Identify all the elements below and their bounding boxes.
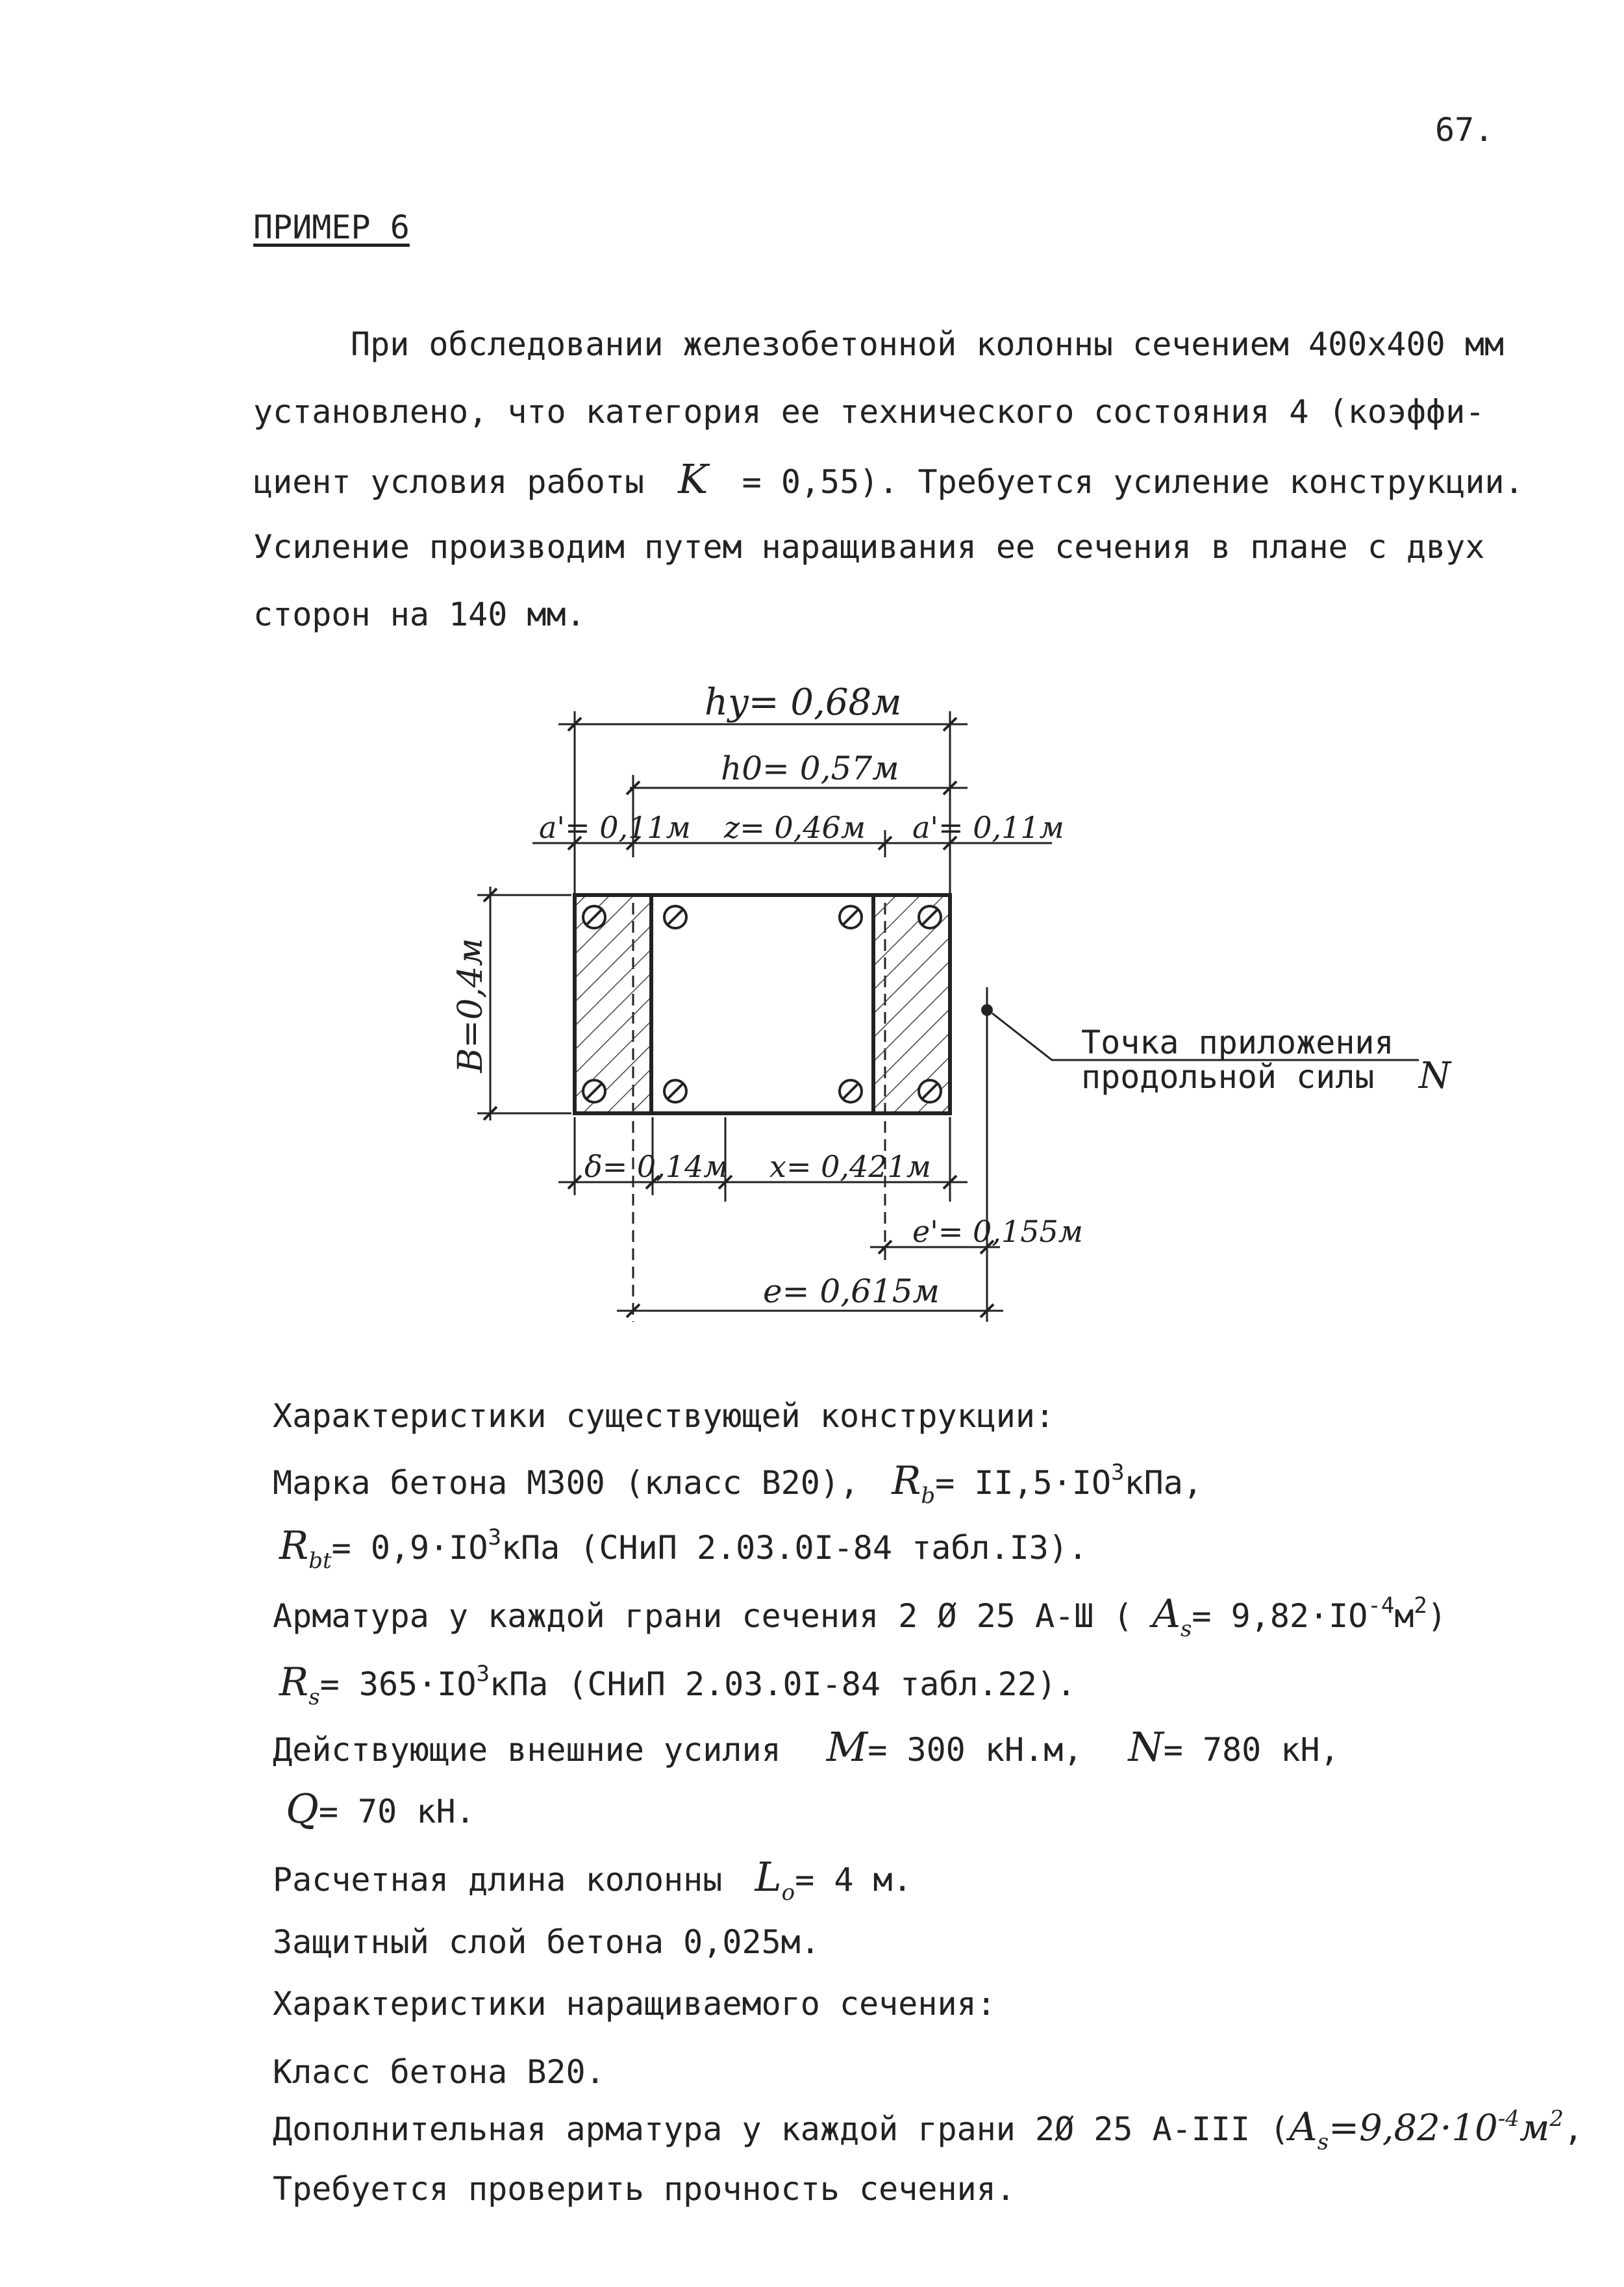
delta-label: δ= 0,14м: [584, 1149, 729, 1184]
as-value: = 9,82·IO: [1192, 1597, 1368, 1635]
rbt-value: = 0,9·IO: [331, 1529, 488, 1567]
added-as-exponent2: 2: [1549, 2106, 1564, 2132]
rs-symbol: R: [279, 1660, 309, 1705]
as-symbol: A: [1152, 1591, 1181, 1637]
rb-value: = II,5·IO: [935, 1464, 1112, 1502]
l0-value: = 4 м.: [795, 1861, 912, 1899]
added-as-close: ,: [1564, 2110, 1584, 2148]
as-close: ): [1427, 1597, 1447, 1635]
n-value: = 780 кН,: [1163, 1731, 1340, 1769]
rb-exponent: 3: [1111, 1459, 1125, 1485]
l0-symbol: L: [755, 1853, 782, 1901]
as-subscript: s: [1180, 1616, 1192, 1642]
point-label-line2: продольной силы: [1081, 1058, 1375, 1096]
added-as-value: =9,82·10: [1329, 2107, 1498, 2149]
intro-line: Усиление производим путем наращивания ее сечения в плане с двух: [253, 528, 1485, 566]
rs-value: = 365·IO: [319, 1665, 477, 1703]
rs-exponent: 3: [476, 1661, 490, 1687]
rbt-symbol: R: [279, 1523, 309, 1569]
hatched-added-zone-right: [875, 897, 948, 1111]
x-label: x= 0,421м: [769, 1149, 931, 1184]
conclusion-line: Требуется проверить прочность сечения.: [273, 2170, 1016, 2208]
intro-text: = 0,55). Требуется усиление конструкции.: [742, 463, 1524, 501]
intro-line: При обследовании железобетонной колонны сечением 400х400 мм: [351, 325, 1505, 363]
e-prime-label: e'= 0,155м: [912, 1214, 1083, 1249]
n-symbol: N: [1419, 1055, 1451, 1097]
b-label: B=0,4м: [451, 938, 490, 1073]
m-symbol: M: [826, 1723, 868, 1771]
example-heading: ПРИМЕР 6: [253, 208, 410, 246]
m-value: = 300 кН.м,: [868, 1731, 1083, 1769]
rbt-line: [279, 1523, 1088, 1574]
existing-heading: Характеристики существующей конструкции:: [273, 1397, 1055, 1435]
length-line: [273, 1853, 912, 1906]
forces-line: [273, 1723, 1340, 1771]
added-as-unit: м: [1519, 2107, 1550, 2149]
intro-line: сторон на 140 мм.: [253, 596, 586, 633]
as-exponent: -4: [1368, 1593, 1395, 1619]
as-unit: м: [1394, 1597, 1414, 1635]
rbt-exponent: 3: [488, 1524, 501, 1550]
added-as-subscript: s: [1317, 2129, 1329, 2155]
rs-line: [279, 1660, 1077, 1710]
page-number: 67.: [1435, 111, 1494, 149]
added-as-symbol: A: [1289, 2104, 1318, 2150]
rs-subscript: s: [308, 1684, 320, 1710]
intro-text: циент условия работы: [253, 463, 645, 501]
as-exponent2: 2: [1414, 1593, 1427, 1619]
q-value: = 70 кН.: [318, 1793, 475, 1830]
length-text: Расчетная длина колонны: [273, 1861, 723, 1899]
rebar-text: Арматура у каждой грани сечения 2 Ø 25 А-Ш (: [273, 1597, 1133, 1635]
hy-label: hy= 0,68м: [705, 681, 902, 724]
rb-symbol: R: [892, 1458, 921, 1504]
added-heading: Характеристики наращиваемого сечения:: [273, 1985, 996, 2023]
intro-line: установлено, что категория ее технического состояния 4 (коэффи-: [253, 393, 1485, 431]
rs-unit: кПа (СНиП 2.03.0I-84 табл.22).: [489, 1665, 1077, 1703]
concrete-line: [273, 1458, 1203, 1509]
cover-line: Защитный слой бетона 0,025м.: [273, 1923, 820, 1961]
l0-subscript: o: [781, 1880, 795, 1906]
forces-text: Действующие внешние усилия: [273, 1731, 781, 1769]
q-line: [286, 1785, 475, 1832]
rebar-line: [273, 1591, 1447, 1642]
k-symbol: K: [678, 455, 708, 503]
rb-subscript: b: [921, 1483, 936, 1509]
added-rebar-line: [273, 2104, 1584, 2155]
rbt-unit: кПа (СНиП 2.03.0I-84 табл.I3).: [501, 1529, 1088, 1567]
hatched-added-zone-left: [577, 897, 649, 1111]
added-class-line: Класс бетона В20.: [273, 2053, 605, 2091]
rb-unit: кПа,: [1124, 1464, 1203, 1502]
added-rebar-text: Дополнительная арматура у каждой грани 2Ø 25 А-III (: [273, 2110, 1290, 2148]
added-as-exponent: -4: [1497, 2106, 1519, 2132]
n-force-symbol: N: [1128, 1723, 1164, 1771]
concrete-text: Марка бетона М300 (класс В20),: [273, 1464, 860, 1502]
e-label: e= 0,615м: [763, 1272, 940, 1310]
z-label: z= 0,46м: [724, 810, 866, 845]
a-label: a'= 0,11м: [539, 810, 691, 845]
leader-line: [992, 1013, 1081, 1060]
a-prime-label: a'= 0,11м: [912, 810, 1064, 845]
h0-label: h0= 0,57м: [721, 750, 899, 787]
q-symbol: Q: [286, 1785, 319, 1832]
point-label-line1: Точка приложения: [1081, 1024, 1394, 1061]
rbt-subscript: bt: [308, 1548, 332, 1574]
force-application-point: [981, 1004, 993, 1016]
